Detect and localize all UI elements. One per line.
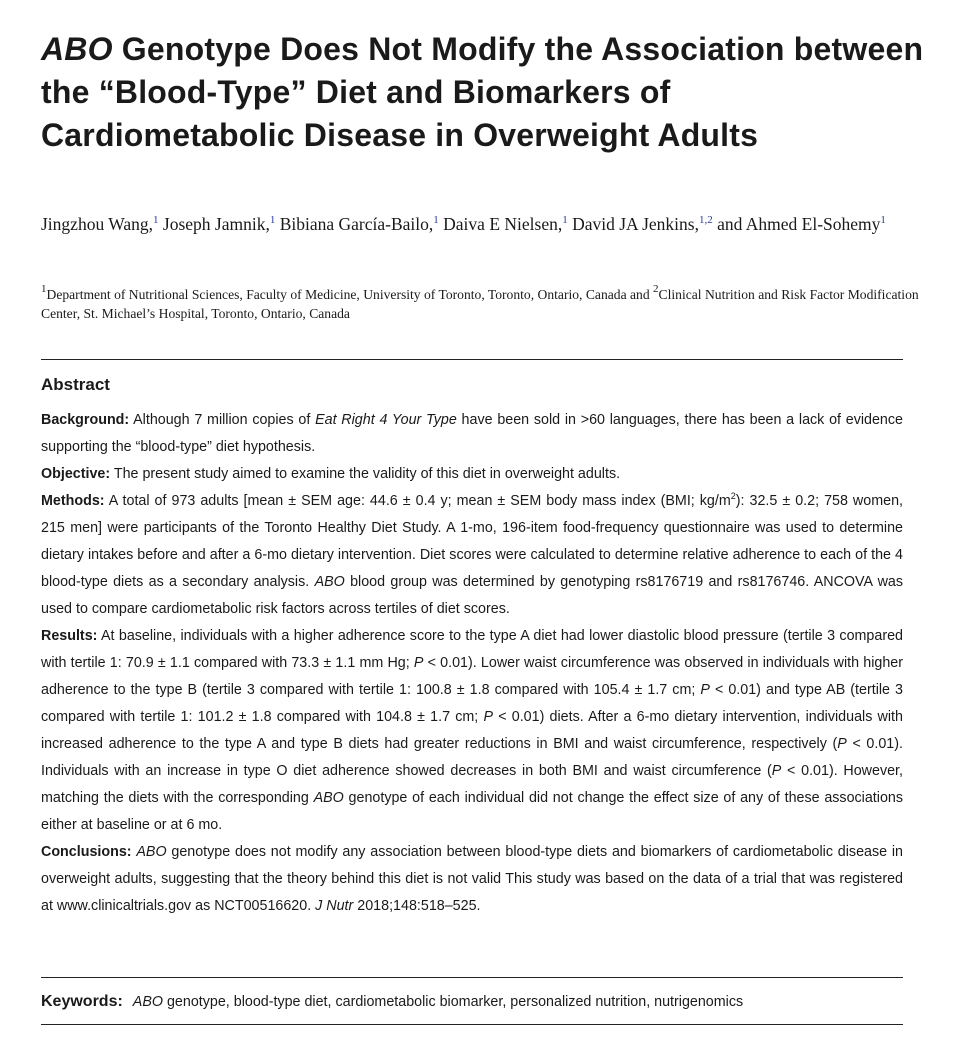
text-run: David JA Jenkins, [572, 214, 699, 234]
text-run: Daiva E Nielsen, [443, 214, 563, 234]
affiliations [41, 285, 921, 323]
text-run: have been sold in >60 languages, there has been a lack of evidence supporting the “blood-type” diet hypothesis. [41, 412, 903, 455]
text-run: ABO [132, 994, 163, 1010]
author [163, 214, 275, 234]
text-run: < 0.01) and type AB (tertile 3 compared with tertile 1: 101.2 ± 1.8 compared with 104.8 ± 1.7 cm; [41, 682, 903, 725]
text-run: ABO [136, 844, 167, 860]
keywords [41, 990, 903, 1014]
text-run: A total of 973 adults [mean ± SEM age: 44.6 ± 0.4 y; mean ± SEM body mass index (BMI; kg/m [104, 493, 731, 509]
text-run: blood group was determined by genotyping rs8176719 and rs8176746. ANCOVA was used to compare cardiometabolic risk factors across tertiles of diet scores. [41, 574, 904, 617]
title-italic: ABO [41, 31, 113, 67]
text-run: < 0.01). Lower waist circumference was observed in individuals with higher adherence to the type B (tertile 3 compared with tertile 1: 100.8 ± 1.8 compared with 105.4 ± 1.7 cm; [41, 655, 904, 698]
text-run: Results: [41, 628, 98, 644]
text-run: genotype does not modify any association between blood-type diets and biomarkers of cardiometabolic disease in overweight adults, suggesting that the theory behind this diet is not valid This study was based on the data of a trial that was registered at www.clinicaltrials.gov as NCT00516620. [41, 844, 903, 914]
keywords-list: genotype, blood-type diet, cardiometabolic biomarker, personalized nutrition, nutrigenomics [163, 994, 744, 1010]
text-run: Objective: [41, 466, 111, 482]
author [280, 214, 439, 234]
text-run: P [837, 736, 847, 752]
article-title [41, 28, 931, 157]
text-run: Conclusions: [41, 844, 132, 860]
author-affil-sup[interactable]: 1 [433, 214, 439, 226]
abstract-background [41, 407, 903, 461]
author-affil-sup[interactable]: 1 [269, 214, 276, 226]
text-run: Background: [41, 412, 130, 428]
author-affil-sup[interactable]: 1 [562, 214, 568, 226]
abstract-heading: Abstract [41, 375, 110, 394]
text-run: Methods: [41, 493, 105, 509]
text-run: The present study aimed to examine the validity of this diet in overweight adults. [110, 466, 621, 482]
text-run: At baseline, individuals with a higher adherence score to the type A diet had lower diastolic blood pressure (tertile 3 compared with tertile 1: 70.9 ± 1.1 compared with 73.3 ± 1.1 mm Hg; [41, 628, 903, 671]
text-run: P [700, 682, 710, 698]
abstract-conclusions [41, 839, 903, 920]
author [717, 214, 886, 234]
text-run: 2 [653, 283, 659, 295]
divider [41, 977, 903, 978]
text-run: P [771, 763, 782, 779]
title-text: Genotype Does Not Modify the Association between the “Blood-Type” Diet and Biomarkers of Cardiometabolic Disease in Overweight Adults [41, 31, 924, 153]
keywords-label: Keywords: [41, 993, 123, 1010]
text-run: 1 [41, 283, 47, 295]
text-run: Although 7 million copies of [129, 412, 316, 428]
text-run: < 0.01). However, matching the diets with the corresponding [41, 763, 903, 806]
author [572, 214, 713, 234]
text-run: P [483, 709, 493, 725]
author-list [41, 212, 921, 236]
text-run: Jingzhou Wang, [41, 214, 154, 234]
text-run: 2 [730, 491, 736, 501]
abstract-body [41, 407, 903, 920]
author-affil-sup[interactable]: 1 [880, 214, 886, 226]
citation: 2018;148:518–525. [353, 898, 481, 914]
text-run: Joseph Jamnik, [162, 214, 270, 234]
text-run: ): 32.5 ± 0.2; 758 women, 215 men] were participants of the Toronto Healthy Diet Study. A 1-mo, 196-item food-frequency questionnaire was used to determine dietary intakes before and after a 6-mo dietary intervention. Diet scores were calculated to determine relative adherence to each of the 4 blood-type diets as a secondary analysis. [41, 493, 903, 590]
text-run: Department of Nutritional Sciences, Faculty of Medicine, University of Toronto, Toronto, Ontario, Canada and [46, 287, 654, 302]
text-run: genotype of each individual did not change the effect size of any of these associations either at baseline or at 6 mo. [41, 790, 904, 833]
abstract-results [41, 623, 903, 839]
text-run: ABO [314, 574, 345, 590]
divider [41, 1024, 903, 1025]
author-affil-sup[interactable]: 1 [153, 214, 159, 226]
text-run: Clinical Nutrition and Risk Factor Modification Center, St. Michael’s Hospital, Toronto, Ontario, Canada [41, 287, 919, 321]
text-run: < 0.01) diets. After a 6-mo dietary intervention, individuals with increased adherence to the type A and type B diets had greater reductions in BMI and waist circumference, respectively ( [41, 709, 903, 752]
journal-name: J Nutr [315, 898, 354, 914]
abstract-methods [41, 488, 903, 623]
author [443, 214, 568, 234]
abstract-objective [41, 461, 903, 488]
text-run: and Ahmed El-Sohemy [717, 214, 881, 234]
author [41, 214, 159, 234]
text-run: Bibiana García-Bailo, [279, 214, 434, 234]
text-run: < 0.01). Individuals with an increase in type O diet adherence showed decreases in both BMI and waist circumference ( [41, 736, 903, 779]
text-run: P [413, 655, 424, 671]
author-affil-sup[interactable]: 1,2 [698, 214, 713, 226]
text-run: ABO [313, 790, 344, 806]
text-run: Eat Right 4 Your Type [315, 412, 457, 428]
divider [41, 359, 903, 360]
